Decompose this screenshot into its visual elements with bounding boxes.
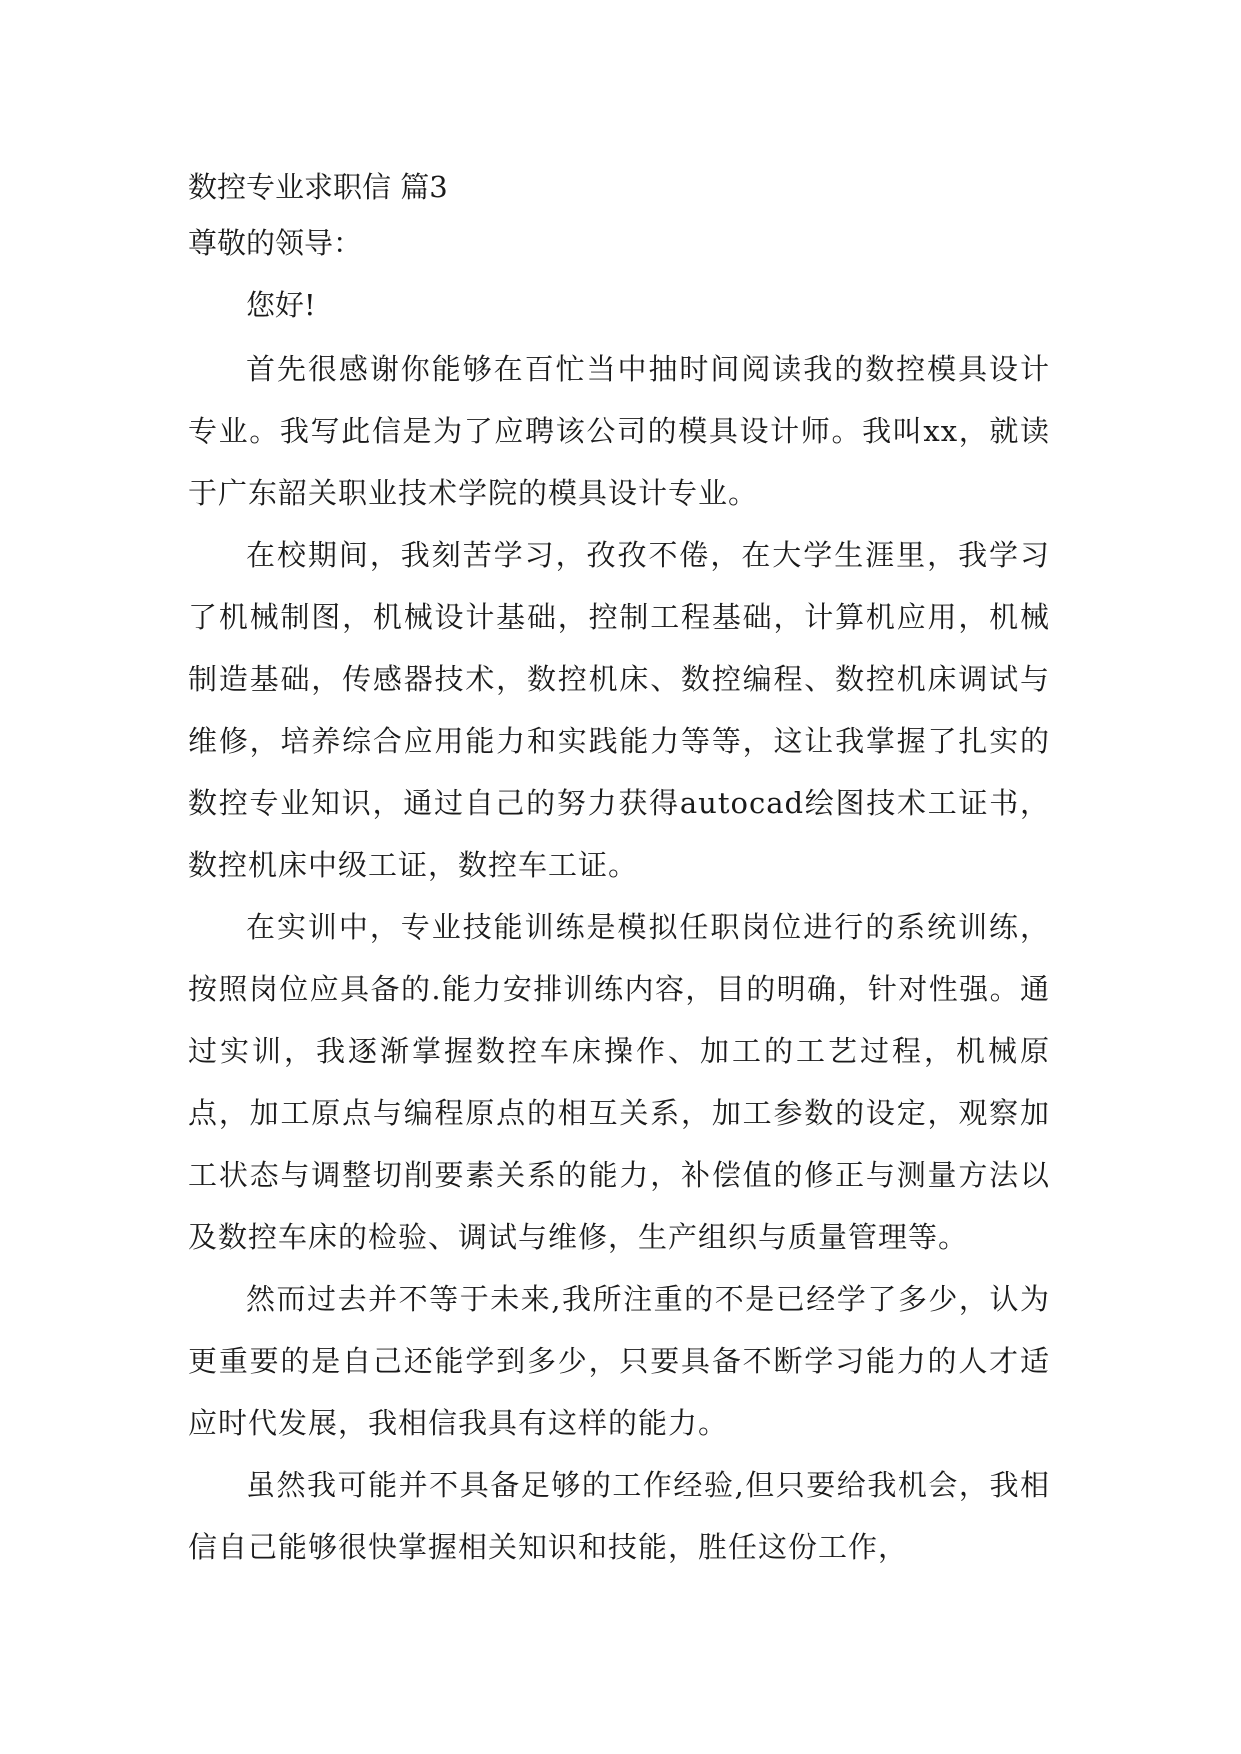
document-body — [188, 160, 1050, 1578]
paragraph-opportunity: 虽然我可能并不具备足够的工作经验,但只要给我机会，我相信自己能够很快掌握相关知识和技能，胜任这份工作， — [188, 1468, 1050, 1564]
document-title: 数控专业求职信 篇3 — [188, 170, 448, 204]
paragraph-training: 在实训中，专业技能训练是模拟任职岗位进行的系统训练，按照岗位应具备的.能力安排训练内容，目的明确，针对性强。通过实训，我逐渐掌握数控车床操作、加工的工艺过程，机械原点，加工原点与编程原点的相互关系，加工参数的设定，观察加工状态与调整切削要素关系的能力，补偿值的修正与测量方法以及数控车床的检验、调试与维修，生产组织与质量管理等。 — [188, 910, 1050, 1254]
greeting: 您好! — [246, 288, 316, 322]
paragraph-intro: 首先很感谢你能够在百忙当中抽时间阅读我的数控模具设计专业。我写此信是为了应聘该公司的模具设计师。我叫xx，就读于广东韶关职业技术学院的模具设计专业。 — [188, 352, 1050, 510]
paragraph-education: 在校期间，我刻苦学习，孜孜不倦，在大学生涯里，我学习了机械制图，机械设计基础，控制工程基础，计算机应用，机械制造基础，传感器技术，数控机床、数控编程、数控机床调试与维修，培养综合应用能力和实践能力等等，这让我掌握了扎实的数控专业知识，通过自己的努力获得autocad绘图技术工证书，数控机床中级工证，数控车工证。 — [188, 538, 1050, 882]
salutation: 尊敬的领导： — [188, 226, 363, 260]
paragraph-learning-ability: 然而过去并不等于未来,我所注重的不是已经学了多少，认为更重要的是自己还能学到多少，只要具备不断学习能力的人才适应时代发展，我相信我具有这样的能力。 — [188, 1282, 1050, 1440]
